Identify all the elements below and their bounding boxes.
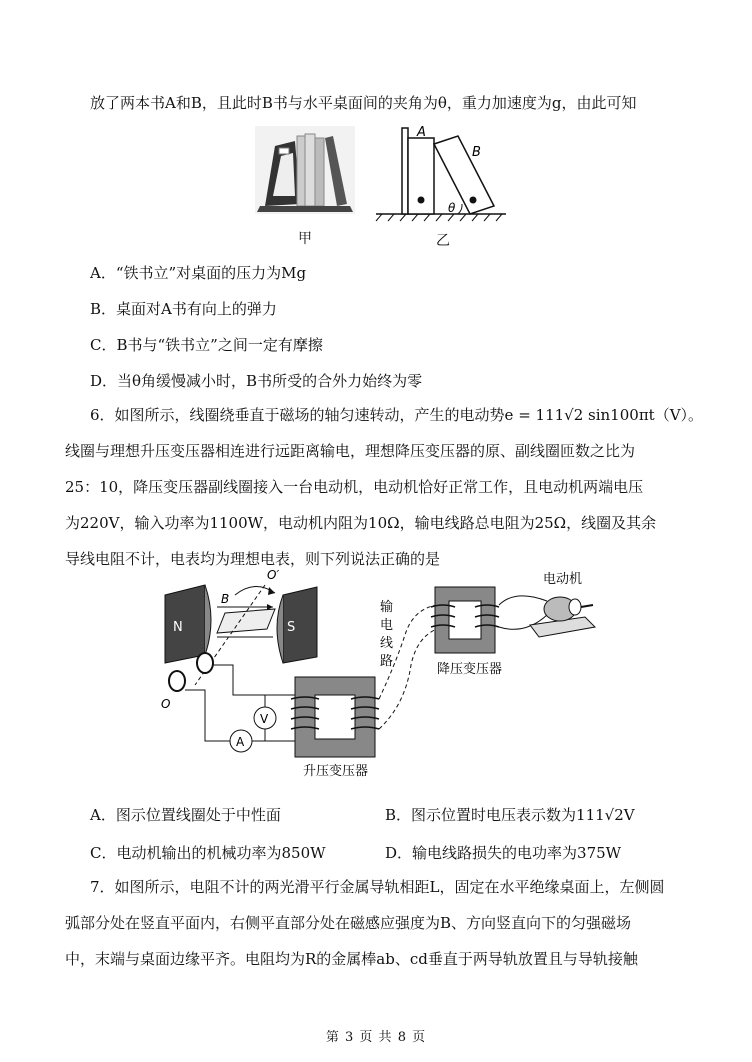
voltmeter-label: V bbox=[260, 712, 269, 726]
motor-label: 电动机 bbox=[543, 572, 583, 587]
q6-line-1: 6．如图所示，线圈绕垂直于磁场的轴匀速转动，产生的电动势e = 111√2 sin100πt（V）。 bbox=[90, 406, 704, 424]
magnet-n-label: N bbox=[173, 620, 183, 635]
q5-option-c: C．B书与“铁书立”之间一定有摩擦 bbox=[90, 336, 323, 354]
transmission-line-label: 输电线路 bbox=[380, 600, 394, 669]
q6-line-4: 为220V，输入功率为1100W，电动机内阻为10Ω，输电线路总电阻为25Ω，线圈及其余 bbox=[65, 514, 657, 532]
q5-option-d: D．当θ角缓慢减小时，B书所受的合外力始终为零 bbox=[90, 372, 423, 390]
q6-option-a: A．图示位置线圈处于中性面 bbox=[90, 806, 281, 824]
caption-left: 甲 bbox=[298, 231, 312, 247]
books-diagram bbox=[372, 122, 512, 222]
q5-option-a: A．“铁书立”对桌面的压力为Mg bbox=[90, 264, 307, 282]
q6-option-b: B．图示位置时电压表示数为111√2V bbox=[385, 806, 635, 824]
step-up-label: 升压变压器 bbox=[303, 764, 369, 779]
label-a: A bbox=[417, 125, 426, 140]
caption-right: 乙 bbox=[436, 233, 450, 249]
q7-line-1: 7．如图所示，电阻不计的两光滑平行金属导轨相距L，固定在水平绝缘桌面上，左侧圆 bbox=[90, 878, 665, 896]
axis-o-label: O bbox=[161, 697, 171, 711]
q7-line-3: 中，末端与桌面边缘平齐。电阻均为R的金属棒ab、cd垂直于两导轨放置且与导轨接触 bbox=[65, 950, 638, 968]
q7-line-2: 弧部分处在竖直平面内，右侧平直部分处在磁感应强度为B、方向竖直向下的匀强磁场 bbox=[65, 914, 632, 932]
q6-option-d: D．输电线路损失的电功率为375W bbox=[385, 844, 622, 862]
intro-line: 放了两本书A和B，且此时B书与水平桌面间的夹角为θ，重力加速度为g，由此可知 bbox=[90, 94, 637, 112]
label-theta: θ bbox=[448, 201, 456, 215]
step-down-label: 降压变压器 bbox=[437, 662, 503, 677]
bookstand-photo bbox=[255, 126, 355, 214]
field-b-label: B bbox=[221, 592, 230, 606]
label-b: B bbox=[472, 145, 481, 160]
q6-line-2: 线圈与理想升压变压器相连进行远距离输电，理想降压变压器的原、副线圈匝数之比为 bbox=[65, 442, 636, 460]
q5-option-b: B．桌面对A书有向上的弹力 bbox=[90, 300, 277, 318]
magnet-s-label: S bbox=[287, 620, 296, 635]
page-footer: 第 3 页 共 8 页 bbox=[325, 1030, 427, 1045]
generator-circuit-diagram bbox=[155, 565, 605, 780]
q6-option-c: C．电动机输出的机械功率为850W bbox=[90, 844, 326, 862]
axis-o-prime-label: O′ bbox=[267, 568, 280, 582]
ammeter-label: A bbox=[236, 735, 245, 749]
q6-line-3: 25：10，降压变压器副线圈接入一台电动机，电动机恰好正常工作，且电动机两端电压 bbox=[65, 478, 644, 496]
q6-line-5: 导线电阻不计，电表均为理想电表，则下列说法正确的是 bbox=[65, 550, 441, 568]
